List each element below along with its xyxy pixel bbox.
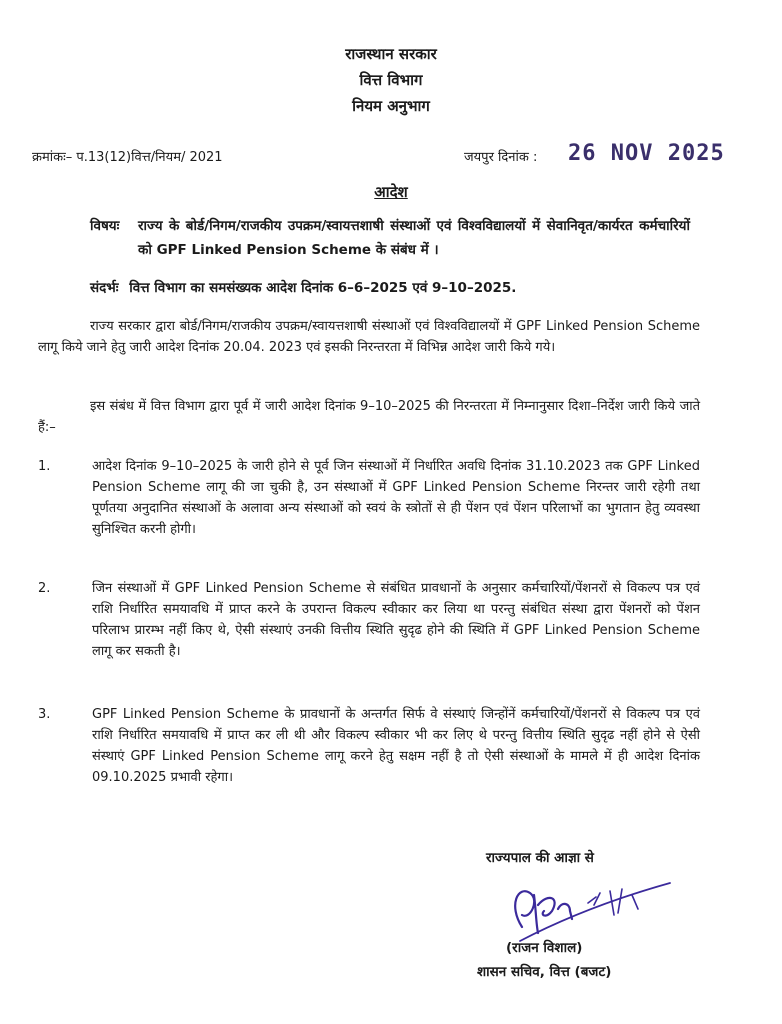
document-title: आदेश — [374, 183, 408, 201]
point-item — [38, 456, 700, 540]
point-number: 2. — [38, 581, 51, 596]
subject-label: विषयः — [90, 218, 120, 234]
subject-block — [90, 214, 690, 262]
order-number: क्रमांकः– प.13(12)वित्त/नियम/ 2021 — [32, 150, 223, 165]
point-number: 3. — [38, 707, 51, 722]
header-department: वित्त विभाग — [359, 71, 423, 89]
paragraph-intro: राज्य सरकार द्वारा बोर्ड/निगम/राजकीय उपक्रम/स्वायत्तशाषी संस्थाओं एवं विश्वविद्यालयों में GPF Linked Pension Scheme लागू किये जाने हेतु जारी आदेश दिनांक 20.04. 2023 एवं इसकी निरन्तरता में विभिन्न आदेश जारी किये गये। — [38, 319, 700, 355]
point-text: जिन संस्थाओं में GPF Linked Pension Scheme से संबंधित प्रावधानों के अनुसार कर्मचारियों/पेंशनरों से विकल्प पत्र एवं राशि निर्धारित समयावधि में प्राप्त करने के उपरान्त विकल्प स्वीकार कर लिया था परन्तु संबंधित संस्था द्वारा पेंशनरों को पेंशन परिलाभ प्रारम्भ नहीं किए थे, ऐसी संस्थाएं उनकी वित्तीय स्थिति सुदृढ होने की स्थिति में GPF Linked Pension Scheme लागू कर सकती है। — [92, 581, 700, 659]
point-text: GPF Linked Pension Scheme के प्रावधानों के अन्तर्गत सिर्फ वे संस्थाएं जिन्होंनें कर्मचारियों/पेंशनरों से विकल्प पत्र एवं राशि निर्धारित समयावधि में प्राप्त कर ली थी और विकल्प स्वीकार भी कर लिए थे परन्तु वित्तीय स्थिति सुदृढ नहीं होने से ऐसी संस्थाएं GPF Linked Pension Scheme लागू करने हेतु सक्षम नहीं है तो ऐसी संस्थाओं के मामले में ही आदेश दिनांक 09.10.2025 प्रभावी रहेगा। — [92, 707, 700, 785]
point-text: आदेश दिनांक 9–10–2025 के जारी होने से पूर्व जिन संस्थाओं में निर्धारित अवधि दिनांक 31.10.2023 तक GPF Linked Pension Scheme लागू की जा चुकी है, उन संस्थाओं में GPF Linked Pension Scheme निरन्तर जारी रहेगी तथा पूर्णतया अनुदानित संस्थाओं के अलावा अन्य संस्थाओं को स्वयं के स्त्रोतों से ही पेंशन एवं पेंशन परिलाभों का भुगतान हेतु व्यवस्था सुनिश्चित करनी होगी। — [92, 459, 700, 537]
by-order-line: राज्यपाल की आज्ञा से — [486, 850, 594, 866]
signatory-designation: शासन सचिव, वित्त (बजट) — [477, 964, 612, 980]
point-number: 1. — [38, 459, 51, 474]
date-stamp: 26 NOV 2025 — [568, 141, 725, 166]
subject-text: राज्य के बोर्ड/निगम/राजकीय उपक्रम/स्वायत्तशाषी संस्थाओं एवं विश्वविद्यालयों में सेवानिवृत/कार्यरत कर्मचारियों को GPF Linked Pension Scheme के संबंध में । — [138, 218, 690, 258]
place-date-label: जयपुर दिनांक : — [464, 150, 538, 165]
header-government: राजस्थान सरकार — [345, 45, 437, 63]
reference-text: वित्त विभाग का समसंख्यक आदेश दिनांक 6–6–2025 एवं 9–10–2025. — [129, 280, 517, 296]
reference-block — [90, 278, 516, 296]
signatory-name: (राजन विशाल) — [506, 940, 583, 956]
header-section: नियम अनुभाग — [352, 97, 430, 115]
signature-image — [500, 875, 680, 945]
paragraph-directions: इस संबंध में वित्त विभाग द्वारा पूर्व में जारी आदेश दिनांक 9–10–2025 की निरन्तरता में निम्नानुसार दिशा–निर्देश जारी किये जाते हैं:– — [38, 399, 700, 435]
point-item — [38, 704, 700, 788]
point-item — [38, 578, 700, 662]
reference-label: संदर्भः — [90, 280, 119, 296]
